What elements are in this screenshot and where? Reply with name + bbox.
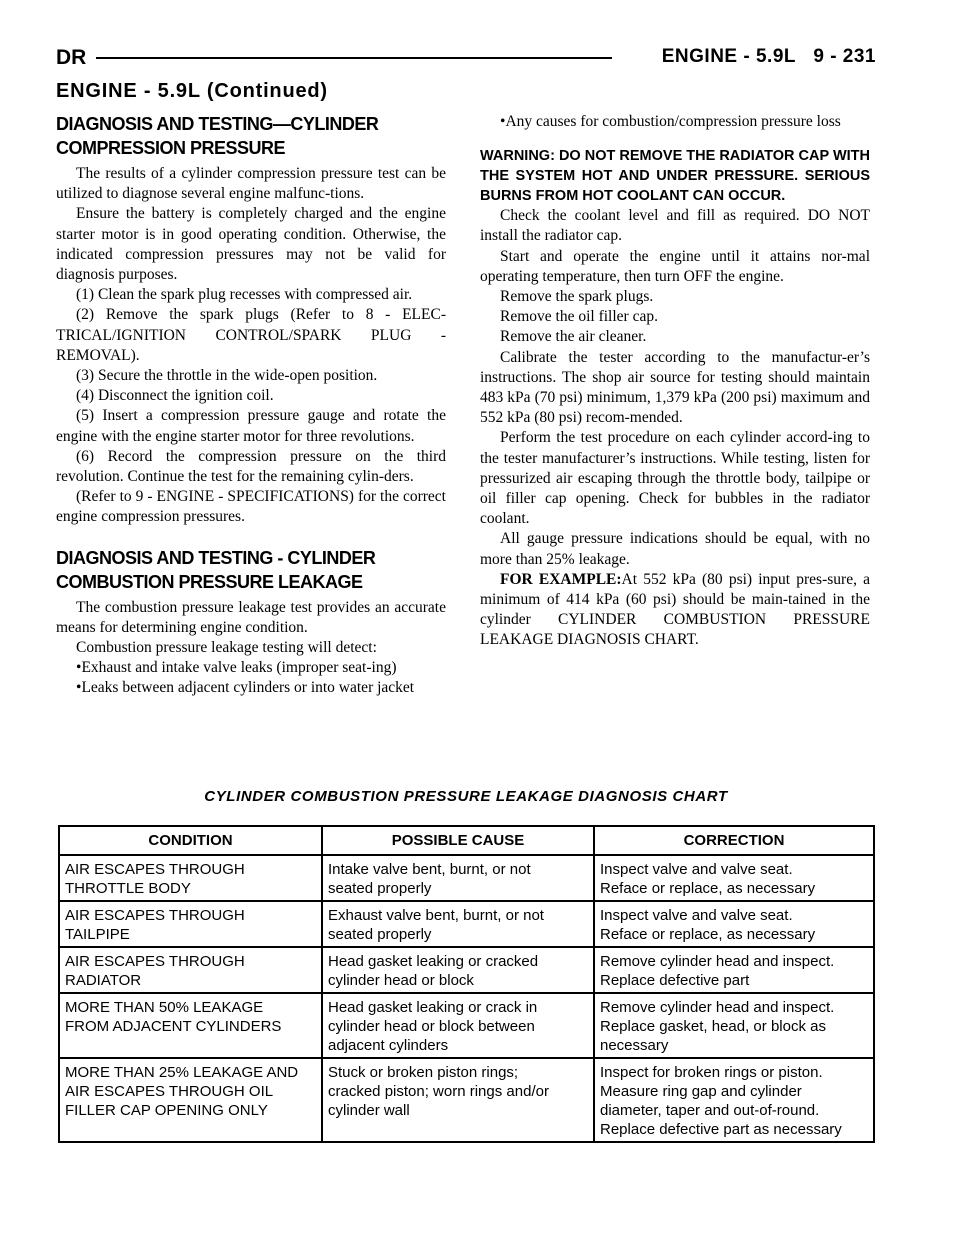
continued-heading: ENGINE - 5.9L (Continued) [56,80,328,102]
bullet-item: •Exhaust and intake valve leaks (improper seat-ing) [76,659,397,677]
paragraph: The results of a cylinder compression pressure test can be utilized to diagnose several engine malfunc-tions. [56,165,446,203]
cell-line: TAILPIPE [65,926,130,943]
cell-line: seated properly [328,880,432,897]
header-rule [96,57,612,59]
cell-line: necessary [600,1037,669,1054]
condition-cell [59,901,322,947]
section-name: ENGINE - 5.9L [661,46,796,67]
cause-cell [322,901,594,947]
cell-line: Reface or replace, as necessary [600,880,816,897]
cell-line: FILLER CAP OPENING ONLY [65,1102,268,1119]
paragraph: The combustion pressure leakage test provides an accurate means for determining engine condition. [56,598,446,636]
step-1: (1) Clean the spark plug recesses with compressed air. [76,286,413,304]
correction-cell [594,901,874,947]
step-6: (6) Record the compression pressure on the third revolution. Continue the test for the remaining cylin-ders. [56,447,446,486]
paragraph: Remove the oil filler cap. [500,308,658,326]
bullet-item: •Any causes for combustion/compression pressure loss [500,113,841,130]
left-column [56,112,446,699]
paragraph: All gauge pressure indications should be equal, with no more than 25% leakage. [480,530,870,568]
cell-line: RADIATOR [65,972,142,989]
spec-reference: (Refer to 9 - ENGINE - SPECIFICATIONS) for the correct engine compression pressures. [56,488,446,526]
cell-line: cylinder head or block between [328,1018,535,1035]
table-row [59,1058,874,1142]
cell-line: Inspect for broken rings or piston. [600,1064,823,1081]
chart-title: CYLINDER COMBUSTION PRESSURE LEAKAGE DIAGNOSIS CHART [204,788,728,805]
paragraph: Combustion pressure leakage testing will detect: [76,639,377,657]
cell-line: THROTTLE BODY [65,880,191,897]
cause-cell [322,947,594,993]
cell-line: MORE THAN 25% LEAKAGE AND [65,1064,299,1081]
correction-cell [594,947,874,993]
paragraph: Perform the test procedure on each cylinder accord-ing to the tester manufacturer’s instructions. While testing, listen for pressurized air escaping through the throttle body, tailpipe or oil filler cap opening. Check for bubbles in the radiator coolant. [480,429,870,528]
page-number: 9 - 231 [813,46,876,67]
cell-line: Intake valve bent, burnt, or not [328,861,531,878]
paragraph: Start and operate the engine until it attains nor-mal operating temperature, then turn OFF the engine. [480,247,870,285]
cell-line: MORE THAN 50% LEAKAGE [65,999,264,1016]
condition-cell [59,1058,322,1142]
paragraph: Ensure the battery is completely charged and the engine starter motor is in good operating condition. Otherwise, the indicated compression pressures may not be valid for diagnosis purposes. [56,205,446,284]
cell-line: Remove cylinder head and inspect. [600,953,835,970]
step-2: (2) Remove the spark plugs (Refer to 8 - ELEC-TRICAL/IGNITION CONTROL/SPARK PLUG - REMOVAL). [56,306,446,364]
example-text: At 552 kPa (80 psi) input pres-sure, a minimum of 414 kPa (60 psi) should be main-tained in the cylinder CYLINDER COMBUSTION PRESSURE LEAKAGE DIAGNOSIS CHART. [480,570,870,649]
cell-line: Replace defective part [600,972,750,989]
cell-line: adjacent cylinders [328,1037,449,1054]
condition-cell [59,993,322,1058]
header-section-page [662,46,876,68]
cell-line: Replace defective part as necessary [600,1121,842,1138]
column-header-condition: CONDITION [59,826,322,855]
correction-cell [594,855,874,901]
step-5: (5) Insert a compression pressure gauge and rotate the engine with the engine starter motor for three revolutions. [56,407,446,445]
cause-cell [322,855,594,901]
table-row [59,855,874,901]
correction-cell [594,993,874,1058]
page-header [56,44,876,70]
cell-line: diameter, taper and out-of-round. [600,1102,820,1119]
cell-line: cylinder head or block [328,972,474,989]
paragraph: Calibrate the tester according to the manufactur-er’s instructions. The shop air source for testing should maintain 483 kPa (70 psi) minimum, 1,379 kPa (200 psi) maximum and 552 kPa (80 psi) recom-mended. [480,348,870,427]
table-row [59,901,874,947]
example-paragraph [480,570,870,651]
paragraph: Remove the air cleaner. [500,328,647,346]
cell-line: Inspect valve and valve seat. [600,907,793,924]
paragraph: Remove the spark plugs. [500,288,654,306]
example-label: FOR EXAMPLE: [500,570,622,588]
cell-line: Remove cylinder head and inspect. [600,999,835,1016]
cell-line: AIR ESCAPES THROUGH OIL [65,1083,274,1100]
table-row [59,947,874,993]
cell-line: AIR ESCAPES THROUGH [65,907,245,924]
step-3: (3) Secure the throttle in the wide-open position. [76,367,378,385]
cell-line: Stuck or broken piston rings; [328,1064,519,1081]
column-header-cause: POSSIBLE CAUSE [322,826,594,855]
cell-line: Replace gasket, head, or block as [600,1018,826,1035]
cell-line: seated properly [328,926,432,943]
table-row [59,993,874,1058]
cell-line: AIR ESCAPES THROUGH [65,861,245,878]
manual-code: DR [56,46,87,69]
cell-line: Head gasket leaking or cracked [328,953,539,970]
right-column [480,112,870,651]
cause-cell [322,993,594,1058]
section-title-compression: DIAGNOSIS AND TESTING—CYLINDER COMPRESSION PRESSURE [56,114,379,158]
step-4: (4) Disconnect the ignition coil. [76,387,274,405]
cause-cell [322,1058,594,1142]
cell-line: AIR ESCAPES THROUGH [65,953,245,970]
cell-line: cylinder wall [328,1102,410,1119]
cell-line: Reface or replace, as necessary [600,926,816,943]
warning-text: WARNING: DO NOT REMOVE THE RADIATOR CAP WITH THE SYSTEM HOT AND UNDER PRESSURE. SERIOUS BURNS FROM HOT COOLANT CAN OCCUR. [480,148,870,205]
column-header-correction: CORRECTION [594,826,874,855]
condition-cell [59,855,322,901]
cell-line: Exhaust valve bent, burnt, or not [328,907,544,924]
bullet-item: •Leaks between adjacent cylinders or into water jacket [76,679,415,697]
correction-cell [594,1058,874,1142]
section-title-leakage: DIAGNOSIS AND TESTING - CYLINDER COMBUSTION PRESSURE LEAKAGE [56,547,376,592]
diagnosis-table [58,825,875,1143]
condition-cell [59,947,322,993]
paragraph: Check the coolant level and fill as required. DO NOT install the radiator cap. [480,207,870,245]
cell-line: Measure ring gap and cylinder [600,1083,802,1100]
cell-line: FROM ADJACENT CYLINDERS [65,1018,282,1035]
cell-line: Head gasket leaking or crack in [328,999,538,1016]
cell-line: Inspect valve and valve seat. [600,861,793,878]
cell-line: cracked piston; worn rings and/or [328,1083,549,1100]
